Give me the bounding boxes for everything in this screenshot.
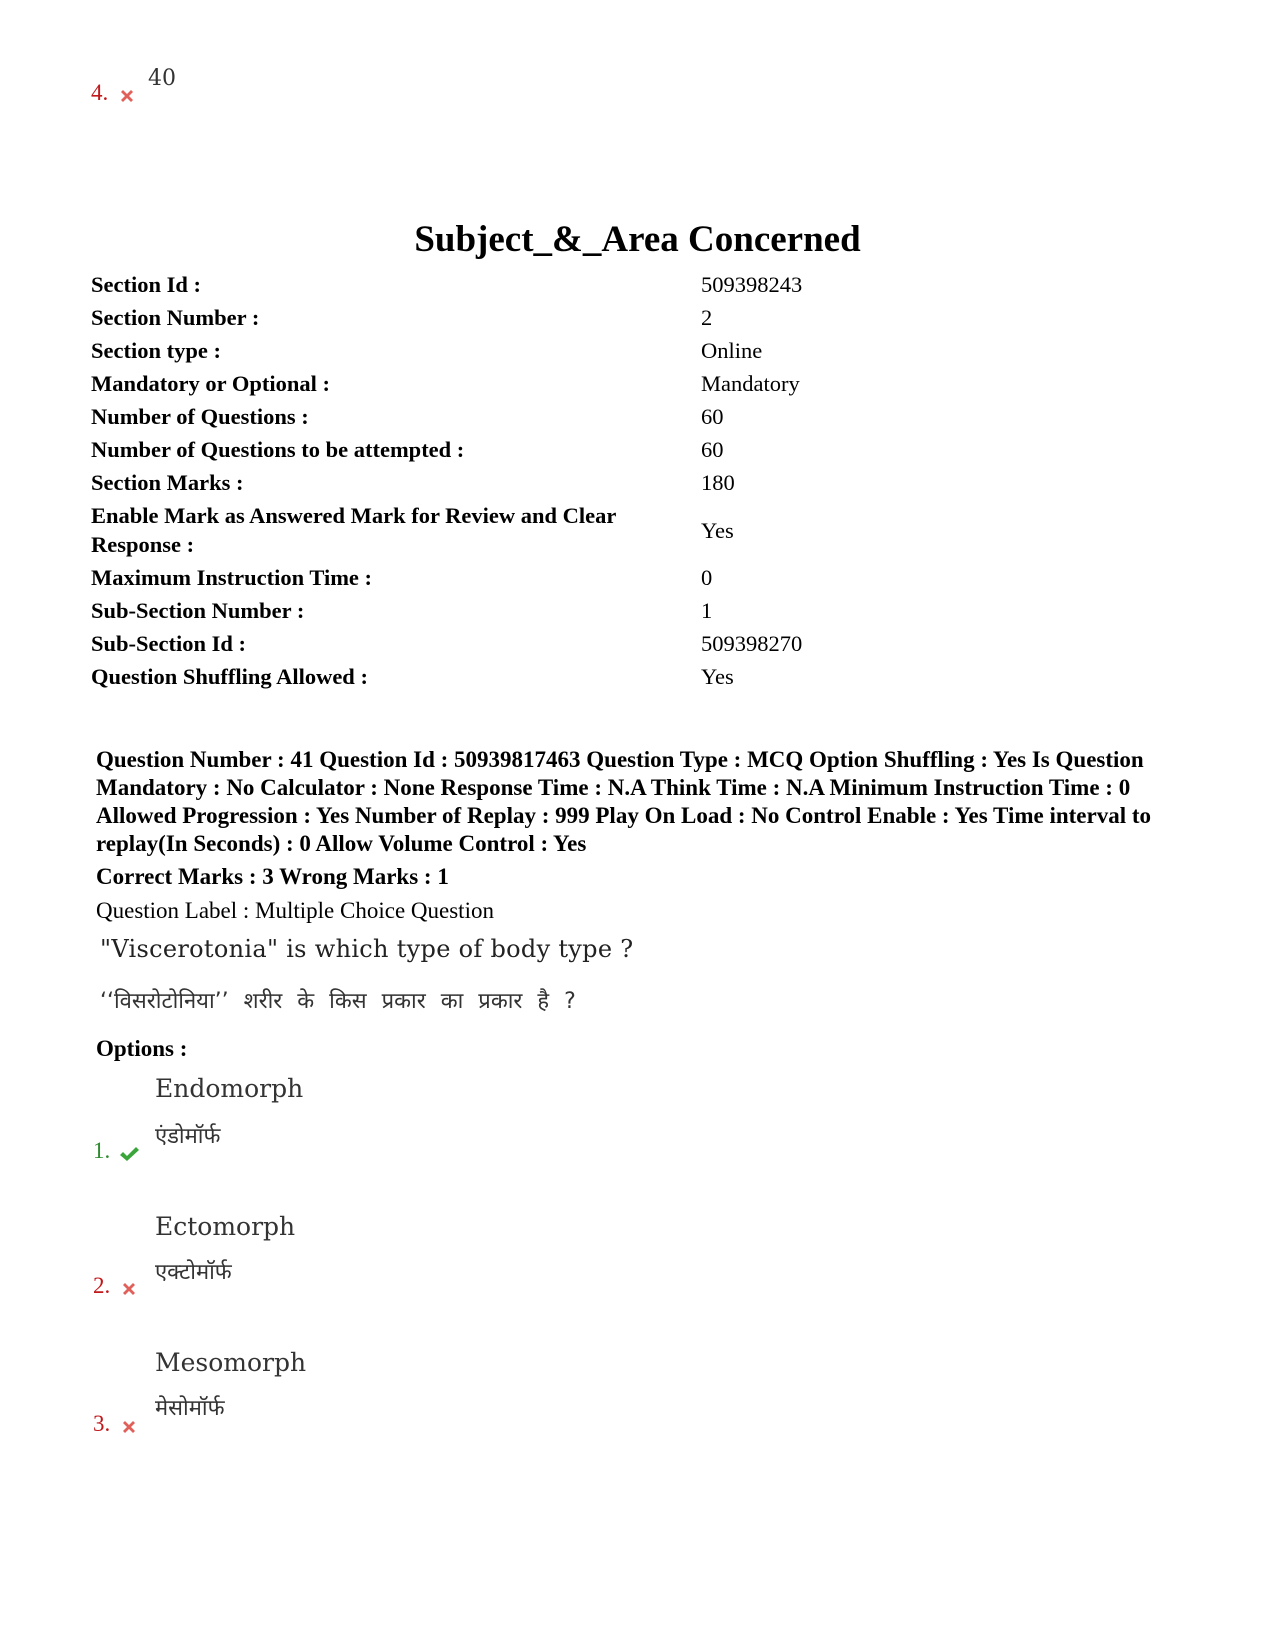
section-info-table	[91, 268, 1191, 693]
option-1-marker	[93, 1138, 140, 1164]
info-row-section-number	[91, 301, 1191, 334]
option-number: 2.	[93, 1273, 111, 1298]
cross-icon	[118, 87, 136, 105]
cross-icon	[120, 1418, 138, 1436]
info-value: Yes	[701, 517, 734, 543]
option-1-hindi: एंडोमॉर्फ	[155, 1124, 221, 1149]
option-number: 4.	[91, 80, 109, 105]
info-label: Sub-Section Number :	[91, 598, 305, 623]
question-text-english: "Viscerotonia" is which type of body type ?	[100, 935, 634, 963]
info-value: 180	[701, 470, 735, 495]
info-value: 1	[701, 598, 713, 623]
option-3-english: Mesomorph	[155, 1348, 307, 1377]
info-value: Mandatory	[701, 371, 800, 396]
prev-option-4	[91, 80, 136, 106]
info-row-section-marks	[91, 466, 1191, 499]
info-value: 60	[701, 404, 724, 429]
info-row-mandatory	[91, 367, 1191, 400]
info-label: Section Id :	[91, 272, 202, 297]
info-label: Mandatory or Optional :	[91, 371, 330, 396]
prev-option-text: 40	[148, 66, 176, 91]
question-text-hindi: ‘‘विसरोटोनिया’’ शरीर के किस प्रकार का प्रकार है ?	[100, 989, 576, 1014]
option-3-hindi: मेसोमॉर्फ	[155, 1396, 225, 1421]
info-row-number-of-questions	[91, 400, 1191, 433]
info-label: Number of Questions :	[91, 404, 309, 429]
info-label: Question Shuffling Allowed :	[91, 664, 368, 689]
info-row-section-id	[91, 268, 1191, 301]
option-2-marker	[93, 1273, 138, 1299]
options-heading: Options :	[96, 1036, 188, 1061]
question-marks: Correct Marks : 3 Wrong Marks : 1	[96, 864, 449, 889]
info-row-questions-attempted	[91, 433, 1191, 466]
info-label: Enable Mark as Answered Mark for Review and Clear Response :	[91, 503, 616, 557]
info-value: 0	[701, 565, 713, 590]
info-row-section-type	[91, 334, 1191, 367]
info-value: 60	[701, 437, 724, 462]
info-value: Yes	[701, 664, 734, 689]
info-value: 2	[701, 305, 713, 330]
option-3-marker	[93, 1411, 138, 1437]
info-row-sub-section-number	[91, 594, 1191, 627]
info-label: Section Number :	[91, 305, 260, 330]
option-number: 1.	[93, 1138, 111, 1163]
option-number: 3.	[93, 1411, 111, 1436]
info-label: Maximum Instruction Time :	[91, 565, 373, 590]
section-title: Subject_&_Area Concerned	[414, 219, 861, 260]
question-label: Question Label : Multiple Choice Question	[96, 898, 494, 923]
option-1-english: Endomorph	[155, 1074, 304, 1103]
info-row-enable-mark	[91, 499, 1191, 561]
info-value: Online	[701, 338, 763, 363]
info-row-max-instruction-time	[91, 561, 1191, 594]
question-meta: Question Number : 41 Question Id : 50939817463 Question Type : MCQ Option Shuffling : Yes Is Question Mandatory : No Calculator : None Response Time : N.A Think Time : N.A Minimum Instruction Time : 0 Allowed Progression : Yes Number of Replay : 999 Play On Load : No Control Enable : Yes Time interval to replay(In Seconds) : 0 Allow Volume Control : Yes	[96, 747, 1152, 856]
option-2-hindi: एक्टोमॉर्फ	[155, 1260, 232, 1285]
check-icon	[118, 1145, 140, 1163]
info-label: Section Marks :	[91, 470, 244, 495]
info-value: 509398270	[701, 631, 803, 656]
info-row-sub-section-id	[91, 627, 1191, 660]
info-row-question-shuffling	[91, 660, 1191, 693]
info-label: Number of Questions to be attempted :	[91, 437, 465, 462]
option-2-english: Ectomorph	[155, 1212, 296, 1241]
cross-icon	[120, 1280, 138, 1298]
info-label: Section type :	[91, 338, 221, 363]
info-label: Sub-Section Id :	[91, 631, 247, 656]
info-value: 509398243	[701, 272, 803, 297]
